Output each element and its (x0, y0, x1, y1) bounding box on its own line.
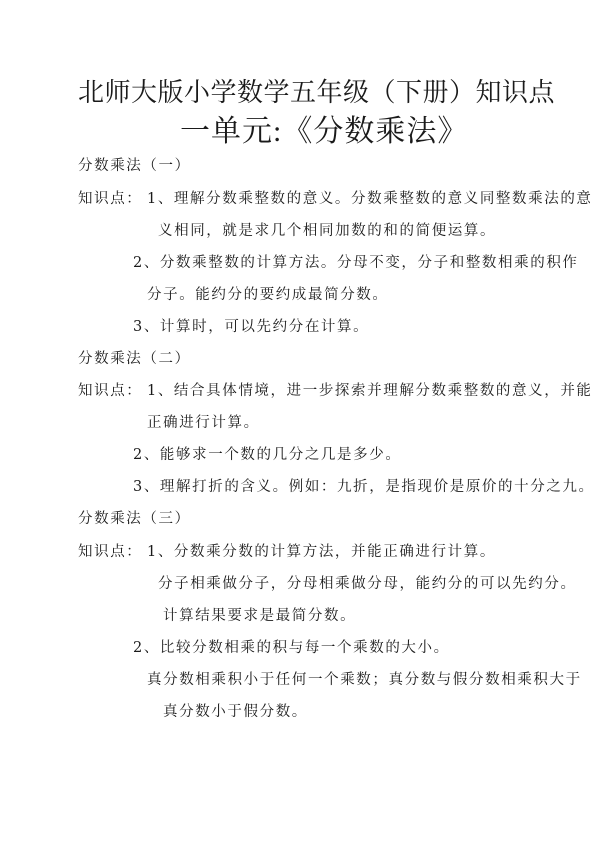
knowledge-line: 3、理解打折的含义。例如：九折，是指现价是原价的十分之九。 (133, 479, 595, 495)
knowledge-line: 2、比较分数相乘的积与每一个乘数的大小。 (133, 640, 450, 656)
knowledge-label-3: 知识点： (78, 544, 143, 560)
knowledge-line: 2、分数乘整数的计算方法。分母不变，分子和整数相乘的积作 (133, 255, 579, 271)
knowledge-line: 1、分数乘分数的计算方法，并能正确进行计算。 (147, 544, 496, 560)
knowledge-label-2: 知识点： (78, 383, 143, 399)
knowledge-line: 计算结果要求是最简分数。 (163, 608, 357, 624)
knowledge-line: 1、结合具体情境，进一步探索并理解分数乘整数的意义，并能 (147, 383, 593, 399)
knowledge-line: 义相同，就是求几个相同加数的和的简便运算。 (158, 223, 497, 239)
knowledge-line: 1、理解分数乘整数的意义。分数乘整数的意义同整数乘法的意 (147, 191, 593, 207)
unit-subtitle: 一单元:《分数乘法》 (180, 115, 469, 148)
knowledge-line: 分子。能约分的要约成最简分数。 (147, 287, 389, 303)
section-heading-2: 分数乘法（二） (78, 351, 191, 367)
knowledge-line: 3、计算时，可以先约分在计算。 (133, 319, 370, 335)
knowledge-label-1: 知识点： (78, 191, 143, 207)
knowledge-line: 2、能够求一个数的几分之几是多少。 (133, 447, 402, 463)
document-title: 北师大版小学数学五年级（下册）知识点 (78, 78, 556, 107)
knowledge-line: 真分数相乘积小于任何一个乘数；真分数与假分数相乘积大于 (147, 672, 582, 688)
knowledge-line: 真分数小于假分数。 (163, 704, 308, 720)
knowledge-line: 正确进行计算。 (147, 415, 260, 431)
section-heading-1: 分数乘法（一） (78, 158, 191, 174)
section-heading-3: 分数乘法（三） (78, 511, 191, 527)
knowledge-line: 分子相乘做分子，分母相乘做分母，能约分的可以先约分。 (158, 576, 577, 592)
